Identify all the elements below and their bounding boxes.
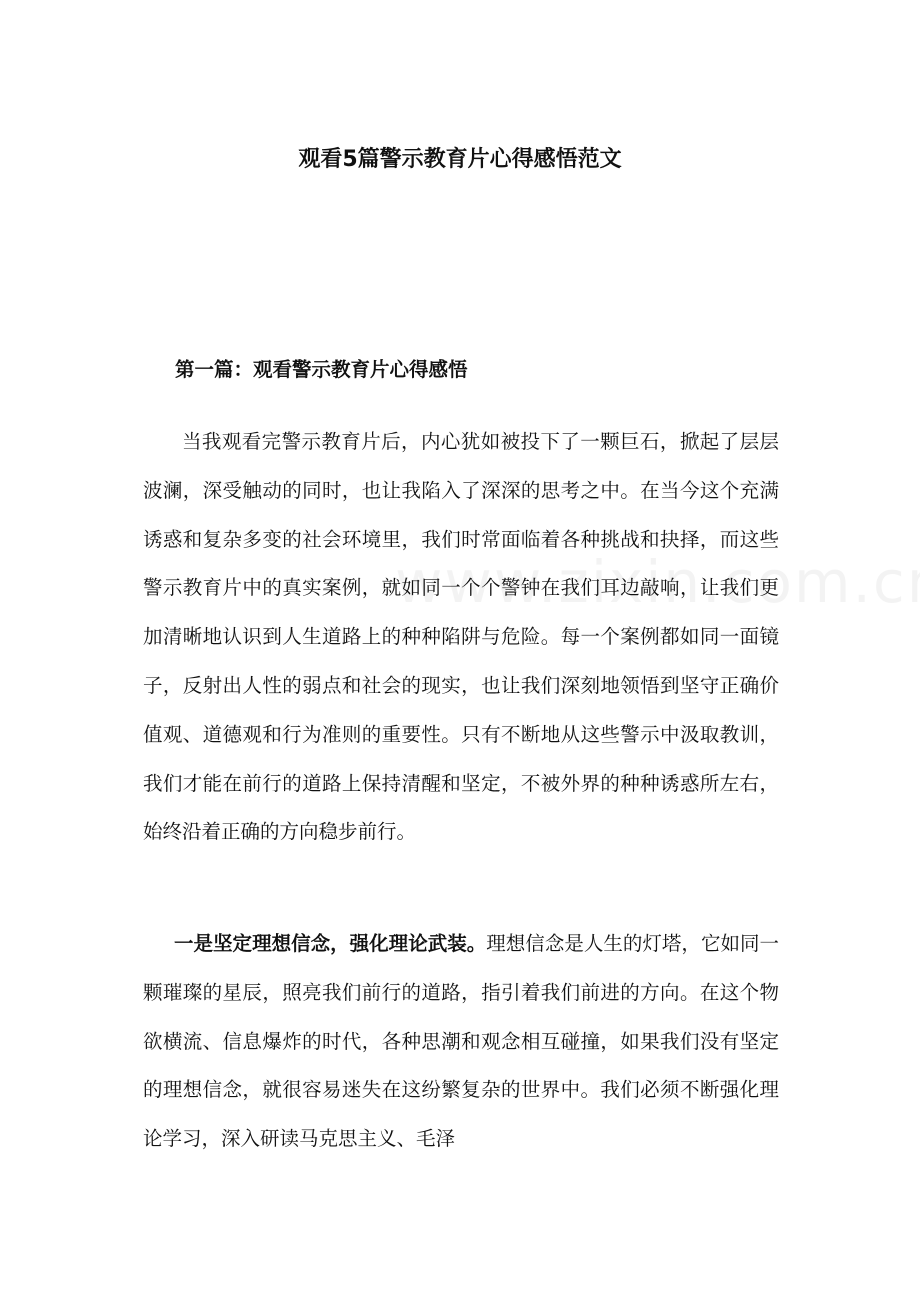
paragraph-lead-bold: 一是坚定理想信念，强化理论武装。 <box>174 932 487 955</box>
document-title: 观看5篇警示教育片心得感悟范文 <box>298 147 622 172</box>
body-paragraph-2 <box>143 920 779 1164</box>
section-heading: 第一篇：观看警示教育片心得感悟 <box>175 358 468 381</box>
body-paragraph-1: 当我观看完警示教育片后，内心犹如被投下了一颗巨石，掀起了层层波澜，深受触动的同时，也让我陷入了深深的思考之中。在当今这个充满诱惑和复杂多变的社会环境里，我们时常面临着各种挑战和抉择，而这些警示教育片中的真实案例，就如同一个个警钟在我们耳边敲响，让我们更加清晰地认识到人生道路上的种种陷阱与危险。每一个案例都如同一面镜子，反射出人性的弱点和社会的现实，也让我们深刻地领悟到坚守正确价值观、道德观和行为准则的重要性。只有不断地从这些警示中汲取教训，我们才能在前行的道路上保持清醒和坚定，不被外界的种种诱惑所左右，始终沿着正确的方向稳步前行。 <box>143 430 779 844</box>
paragraph-2-text: 理想信念是人生的灯塔，它如同一颗璀璨的星辰，照亮我们前行的道路，指引着我们前进的方向。在这个物欲横流、信息爆炸的时代，各种思潮和观念相互碰撞，如果我们没有坚定的理想信念，就很容易迷失在这纷繁复杂的世界中。我们必须不断强化理论学习，深入研读马克思主义、毛泽 <box>143 932 779 1151</box>
